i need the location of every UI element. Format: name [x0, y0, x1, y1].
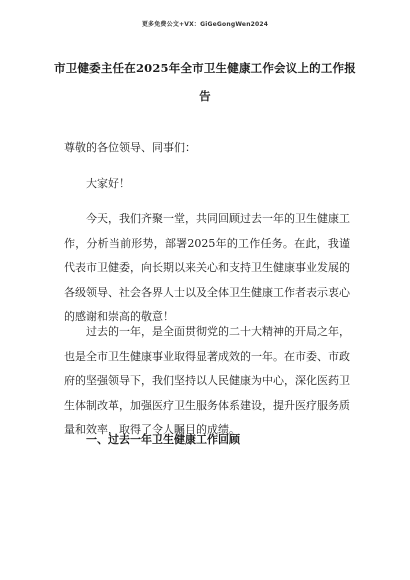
- paragraph-review: 过去的一年，是全面贯彻党的二十大精神的开局之年，也是全市卫生健康事业取得显著成效的一年。在市委、市政府的坚强领导下，我们坚持以人民健康为中心，深化医药卫生体制改革，加强医疗卫生服务体系建设，提升医疗服务质量和效率，取得了令人瞩目的成绩。: [64, 325, 350, 436]
- paragraph-opening: 今天，我们齐聚一堂，共同回顾过去一年的卫生健康工作，分析当前形势，部署2025年的工作任务。在此，我谨代表市卫健委，向长期以来关心和支持卫生健康事业发展的各级领导、社会各界人士以及全体卫生健康工作者表示衷心的感谢和崇高的敬意！: [64, 212, 350, 323]
- document-title: 市卫健委主任在2025年全市卫生健康工作会议上的工作报告: [54, 61, 356, 103]
- section-heading: 一、过去一年卫生健康工作回顾: [86, 433, 240, 446]
- promo-note: 更多免费公文+VX：GiGeGongWen2024: [141, 21, 269, 28]
- hello-line: 大家好！: [86, 177, 130, 190]
- greeting-line: 尊敬的各位领导、同事们：: [64, 141, 196, 154]
